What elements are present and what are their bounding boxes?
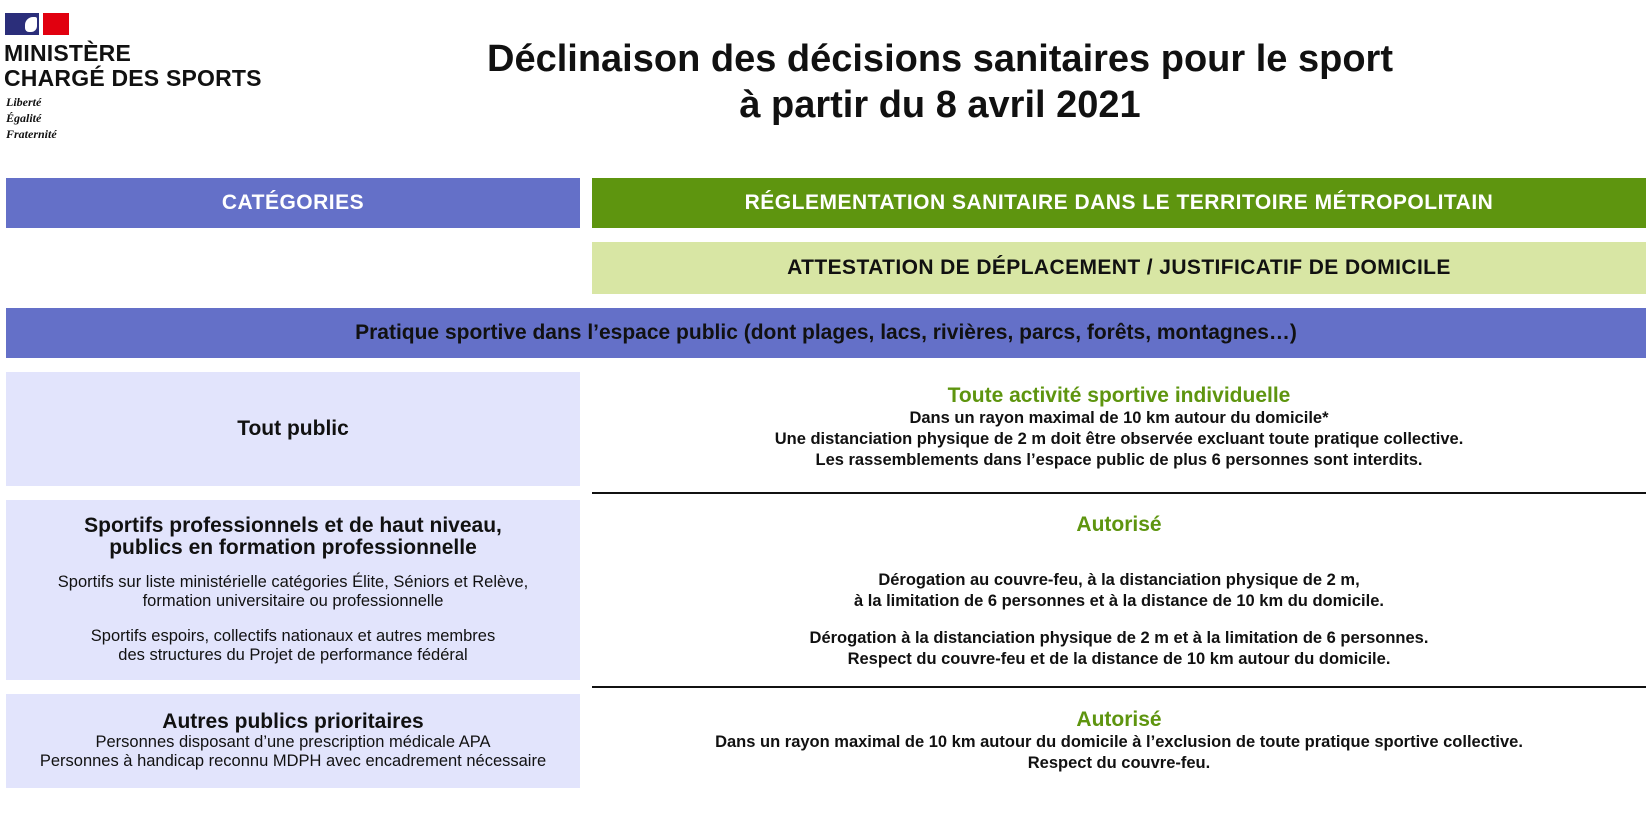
row-divider [592, 686, 1646, 688]
republic-flag-logo [5, 13, 69, 35]
category-text-line: Personnes disposant d’une prescription médicale APA [95, 733, 491, 751]
marianne-profile-icon [25, 17, 37, 32]
ministry-name [4, 41, 262, 91]
regulation-line: Respect du couvre-feu et de la distance de 10 km autour du domicile. [847, 650, 1391, 668]
regulation-line: Dérogation à la distanciation physique de 2 m et à la limitation de 6 personnes. [809, 629, 1429, 647]
regulation-cell-autres-publics [592, 708, 1646, 774]
republic-motto [6, 94, 57, 142]
category-group-liste-ministerielle [58, 573, 528, 611]
category-title-line: Sportifs professionnels et de haut niveau, [84, 514, 502, 537]
category-text-line: Sportifs espoirs, collectifs nationaux et autres membres [90, 627, 496, 645]
attestation-header: ATTESTATION DE DÉPLACEMENT / JUSTIFICATIF DE DOMICILE [592, 242, 1646, 294]
regulation-line: Dérogation au couvre-feu, à la distanciation physique de 2 m, [878, 571, 1360, 589]
category-title [84, 515, 502, 559]
regulation-title: Autorisé [1076, 708, 1162, 731]
regulation-line: Une distanciation physique de 2 m doit être observée excluant toute pratique collective. [774, 430, 1464, 448]
category-text-line: Sportifs sur liste ministérielle catégories Élite, Séniors et Relève, [57, 573, 529, 591]
regulation-title: Autorisé [1076, 513, 1162, 536]
category-text [40, 733, 546, 771]
category-group-espoirs [91, 627, 495, 665]
ministry-line-1: MINISTÈRE [4, 40, 132, 66]
ministry-line-2: CHARGÉ DES SPORTS [4, 65, 262, 91]
regulation-line: Dans un rayon maximal de 10 km autour du domicile* [909, 409, 1329, 427]
category-text-line: des structures du Projet de performance fédéral [118, 646, 468, 664]
regulation-cell-sportifs-professionnels [592, 513, 1646, 670]
motto-liberte: Liberté [6, 95, 42, 109]
category-cell-autres-publics [6, 694, 580, 788]
category-text-line: Personnes à handicap reconnu MDPH avec encadrement nécessaire [39, 752, 547, 770]
categories-header: CATÉGORIES [6, 178, 580, 228]
regulation-line: à la limitation de 6 personnes et à la distance de 10 km du domicile. [853, 592, 1384, 610]
title-line-1: Déclinaison des décisions sanitaires pour le sport [487, 38, 1393, 80]
regulation-group-derogation-complete [592, 570, 1646, 612]
regulation-line: Dans un rayon maximal de 10 km autour du domicile à l’exclusion de toute pratique sportive collective. [715, 733, 1523, 751]
regulation-line: Les rassemblements dans l’espace public de plus 6 personnes sont interdits. [815, 451, 1423, 469]
category-title: Autres publics prioritaires [162, 710, 424, 733]
motto-fraternite: Fraternité [6, 127, 57, 141]
category-title-line: publics en formation professionnelle [109, 536, 477, 559]
regulation-header: RÉGLEMENTATION SANITAIRE DANS LE TERRITOIRE MÉTROPOLITAIN [592, 178, 1646, 228]
page-title [440, 36, 1440, 128]
regulation-cell-tout-public [592, 384, 1646, 471]
motto-egalite: Égalité [6, 111, 42, 125]
flag-red-stripe [43, 13, 69, 35]
category-text-line: formation universitaire ou professionnelle [142, 592, 444, 610]
regulation-group-derogation-partielle [592, 628, 1646, 670]
row-divider [592, 492, 1646, 494]
category-cell-sportifs-professionnels [6, 500, 580, 680]
flag-blue-stripe [5, 13, 39, 35]
public-space-section-header: Pratique sportive dans l’espace public (dont plages, lacs, rivières, parcs, forêts, montagnes…) [6, 308, 1646, 358]
category-cell-tout-public [6, 372, 580, 486]
regulation-title: Toute activité sportive individuelle [947, 384, 1291, 407]
category-title: Tout public [237, 417, 349, 440]
regulation-line: Respect du couvre-feu. [1027, 754, 1211, 772]
title-line-2: à partir du 8 avril 2021 [739, 84, 1141, 126]
